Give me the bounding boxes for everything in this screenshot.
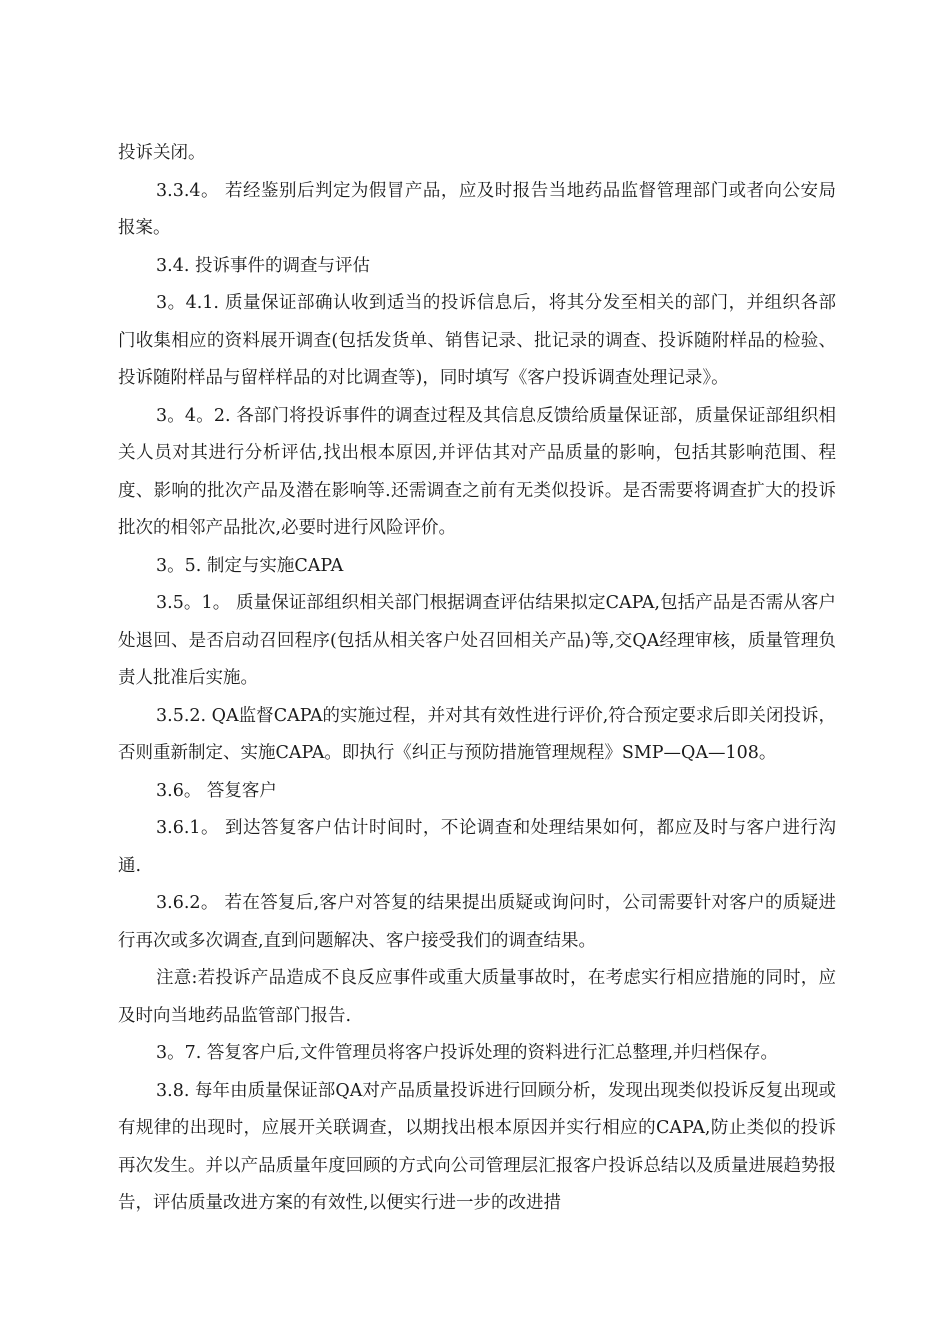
section-heading-3-5: 3。5. 制定与实施CAPA <box>156 555 344 576</box>
paragraph-3-3-4: 3.3.4。 若经鉴别后判定为假冒产品，应及时报告当地药品监督管理部门或者向公安局报案。 <box>118 180 836 238</box>
paragraph-3-4-1: 3。4.1. 质量保证部确认收到适当的投诉信息后，将其分发至相关的部门，并组织各部门收集相应的资料展开调查(包括发货单、销售记录、批记录的调查、投诉随附样品的检验、投诉随附样品与留样样品的对比调查等)，同时填写《客户投诉调查处理记录》。 <box>118 293 836 388</box>
note-paragraph: 注意:若投诉产品造成不良反应事件或重大质量事故时，在考虑实行相应措施的同时，应及时向当地药品监管部门报告. <box>118 968 836 1026</box>
paragraph-3-5-1: 3.5。1。 质量保证部组织相关部门根据调查评估结果拟定CAPA,包括产品是否需从客户处退回、是否启动召回程序(包括从相关客户处召回相关产品)等,交QA经理审核，质量管理负责人批准后实施。 <box>118 593 836 688</box>
section-heading-3-6: 3.6。 答复客户 <box>156 780 277 801</box>
paragraph-3-5-2: 3.5.2. QA监督CAPA的实施过程，并对其有效性进行评价,符合预定要求后即关闭投诉，否则重新制定、实施CAPA。即执行《纠正与预防措施管理规程》SMP—QA—108。 <box>118 705 836 763</box>
paragraph-3-7: 3。7. 答复客户后,文件管理员将客户投诉处理的资料进行汇总整理,并归档保存。 <box>156 1043 779 1063</box>
paragraph-3-8: 3.8. 每年由质量保证部QA对产品质量投诉进行回顾分析，发现出现类似投诉反复出现或有规律的出现时，应展开关联调查，以期找出根本原因并实行相应的CAPA,防止类似的投诉再次发生。并以产品质量年度回顾的方式向公司管理层汇报客户投诉总结以及质量进展趋势报告，评估质量改进方案的有效性,以便实行进一步的改进措 <box>118 1080 836 1213</box>
paragraph-3-6-2: 3.6.2。 若在答复后,客户对答复的结果提出质疑或询问时，公司需要针对客户的质疑进行再次或多次调查,直到问题解决、客户接受我们的调查结果。 <box>118 893 836 951</box>
paragraph-3-4-2: 3。4。2. 各部门将投诉事件的调查过程及其信息反馈给质量保证部，质量保证部组织相关人员对其进行分析评估,找出根本原因,并评估其对产品质量的影响，包括其影响范围、程度、影响的批次产品及潜在影响等.还需调查之前有无类似投诉。是否需要将调查扩大的投诉批次的相邻产品批次,必要时进行风险评价。 <box>118 405 836 538</box>
paragraph-3-6-1: 3.6.1。 到达答复客户估计时间时，不论调查和处理结果如何，都应及时与客户进行沟通. <box>118 818 836 876</box>
paragraph-continuation: 投诉关闭。 <box>118 143 206 163</box>
document-body <box>118 135 836 1223</box>
section-heading-3-4: 3.4. 投诉事件的调查与评估 <box>156 255 370 276</box>
